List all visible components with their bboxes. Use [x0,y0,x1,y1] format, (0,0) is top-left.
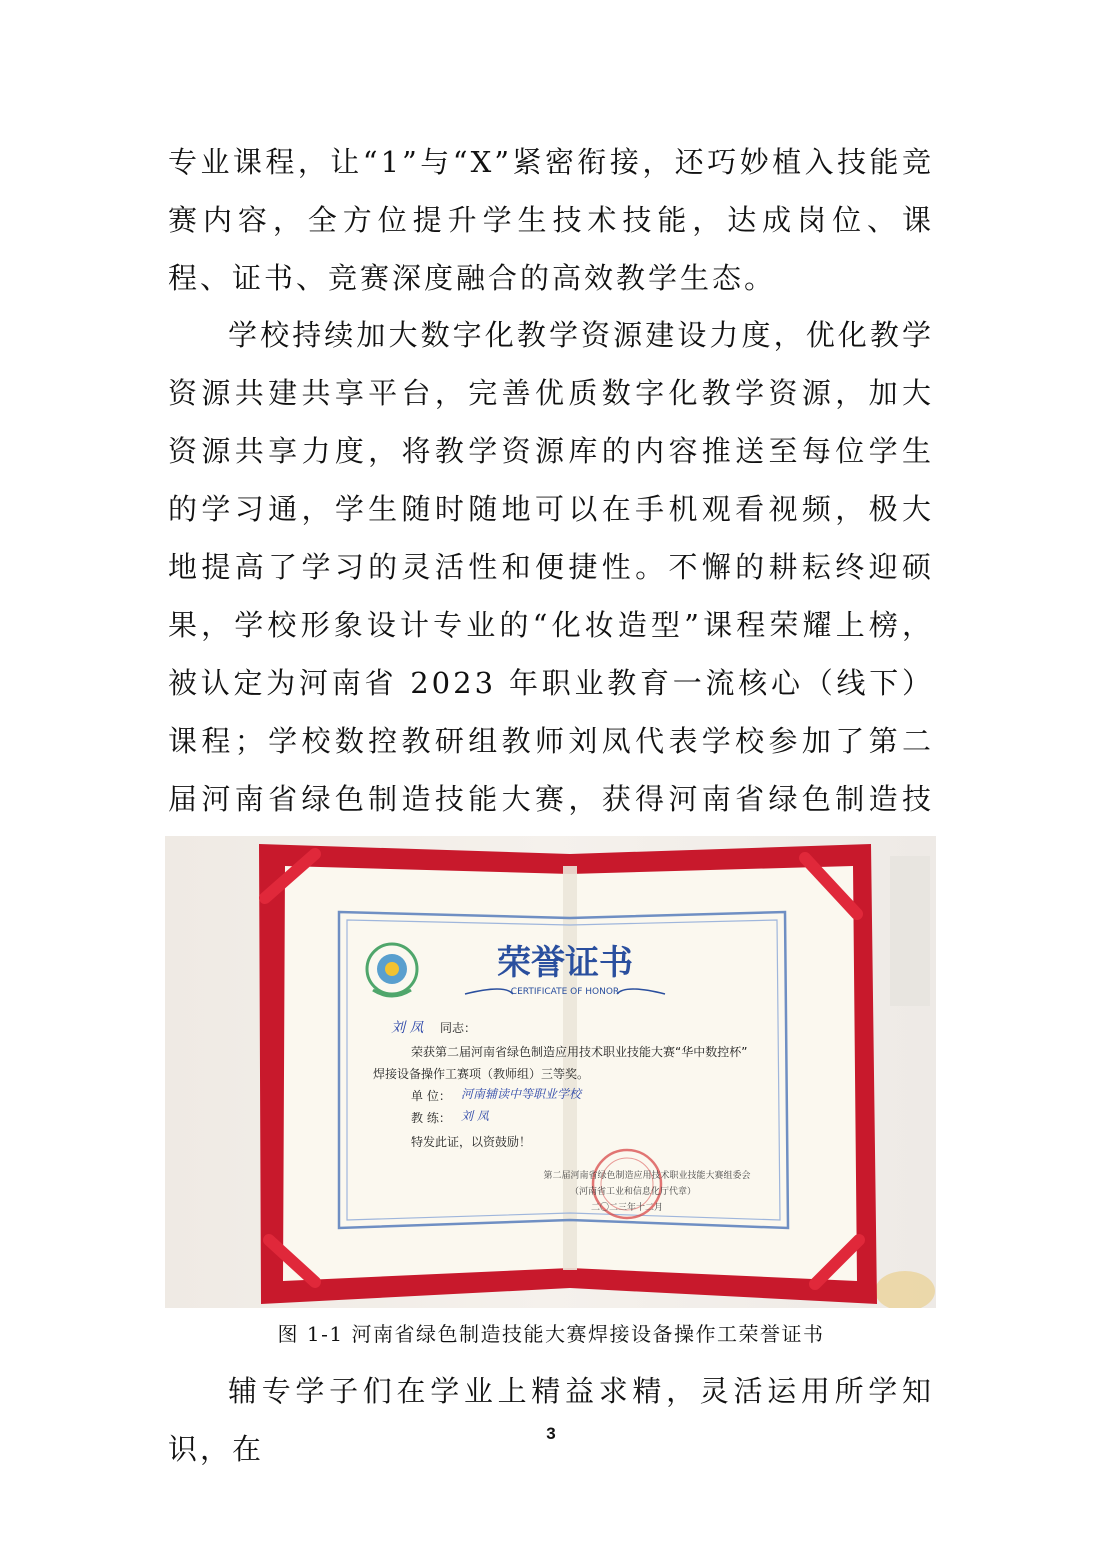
paragraph-2: 学校持续加大数字化教学资源建设力度，优化教学资源共建共享平台，完善优质数字化教学资源，加大资源共享力度，将教学资源库的内容推送至每位学生的学习通，学生随时随地可以在手机观看视频，极大地提高了学习的灵活性和便捷性。不懈的耕耘终迎硕果，学校形象设计专业的“化妆造型”课程荣耀上榜，被认定为河南省 2023 年职业教育一流核心（线下）课程；学校数控教研组教师刘凤代表学校参加了第二届河南省绿色制造技能大赛，获得河南省绿色制造技 [168,318,934,816]
paragraph-1: 专业课程，让“1”与“X”紧密衔接，还巧妙植入技能竞赛内容，全方位提升学生技术技能，达成岗位、课程、证书、竞赛深度融合的高效教学生态。 [168,145,934,295]
paragraph-3: 辅专学子们在学业上精益求精，灵活运用所学知识，在 [168,1374,934,1466]
coach-value: 刘 凤 [461,1109,489,1123]
unit-label: 单 位： [411,1089,451,1103]
certificate-subtitle: CERTIFICATE OF HONOR [510,987,620,997]
closing-line: 特发此证，以资鼓励！ [411,1135,532,1149]
coach-label: 教 练： [411,1111,451,1125]
page-number: 3 [546,1424,556,1443]
issuer-line-2: （河南省工业和信息化厅代章） [569,1187,697,1197]
certificate-title: 荣誉证书 [497,943,633,983]
recipient-name: 刘 凤 [391,1020,424,1036]
award-line-2: 焊接设备操作工赛项（教师组）三等奖。 [373,1067,590,1081]
certificate-photo [165,836,936,1308]
award-line-1: 荣获第二届河南省绿色制造应用技术职业技能大赛“华中数控杯” [411,1045,748,1059]
issuer-line-1: 第二届河南省绿色制造应用技术职业技能大赛组委会 [543,1171,751,1181]
unit-value: 河南辅读中等职业学校 [461,1087,582,1101]
salutation: 同志： [440,1021,477,1035]
issuer-date: 二〇二三年十二月 [590,1203,664,1213]
figure-caption: 图 1-1 河南省绿色制造技能大赛焊接设备操作工荣誉证书 [277,1322,825,1346]
